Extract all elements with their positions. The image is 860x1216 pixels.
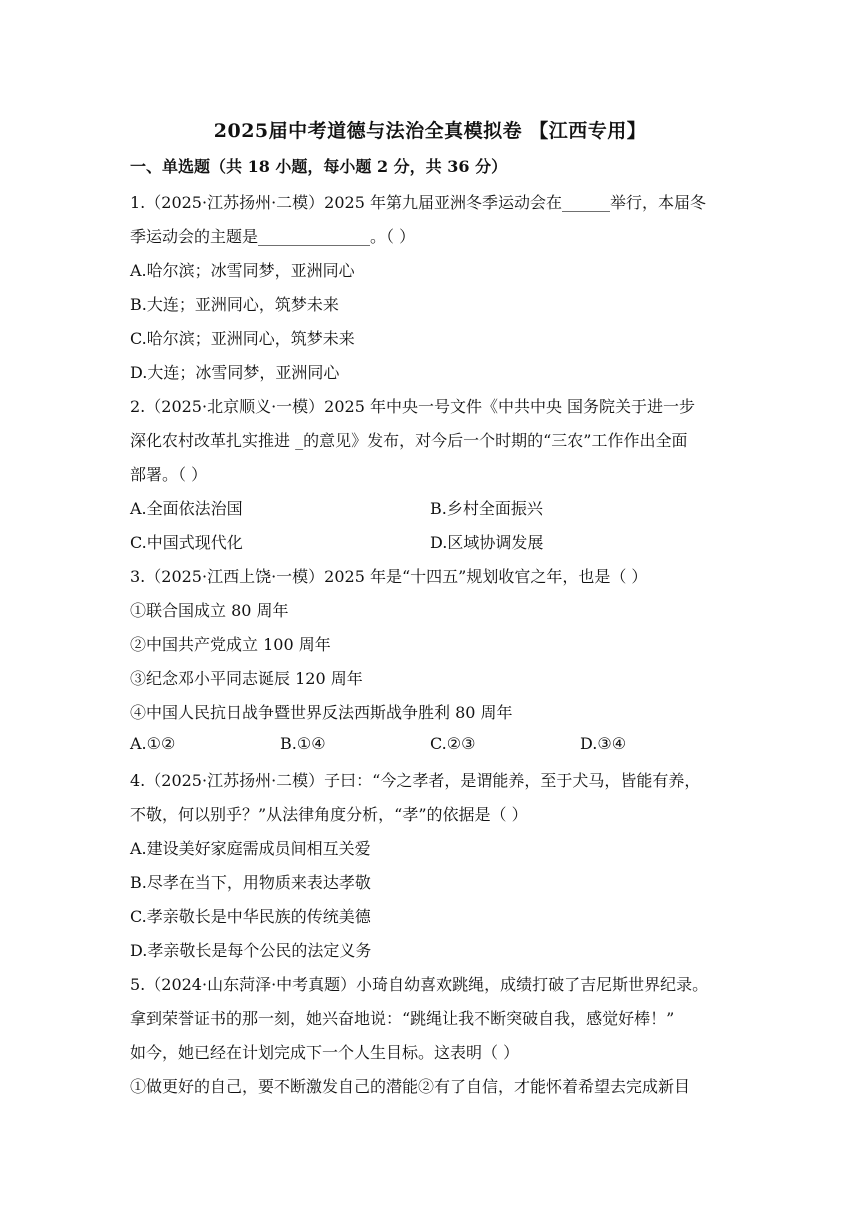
q2-stem-line1: 2.（2025·北京顺义·一模）2025 年中央一号文件《中共中央 国务院关于进一步 xyxy=(130,397,696,416)
q2-option-d: D.区域协调发展 xyxy=(430,533,544,552)
exam-title: 2025届中考道德与法治全真模拟卷 【江西专用】 xyxy=(213,120,647,142)
q1-stem-line2: 季运动会的主题是______________。（ ） xyxy=(130,227,416,246)
q1-option-c: C.哈尔滨；亚洲同心，筑梦未来 xyxy=(130,329,355,348)
q3-item-4: ④中国人民抗日战争暨世界反法西斯战争胜利 80 周年 xyxy=(130,703,513,722)
q3-item-2: ②中国共产党成立 100 周年 xyxy=(130,635,331,654)
q3-item-3: ③纪念邓小平同志诞辰 120 周年 xyxy=(130,669,363,688)
q4-option-a: A.建设美好家庭需成员间相互关爱 xyxy=(130,839,371,858)
q3-stem: 3.（2025·江西上饶·一模）2025 年是“十四五”规划收官之年，也是（ ） xyxy=(130,567,648,586)
q3-option-d: D.③④ xyxy=(580,734,627,753)
q3-option-b: B.①④ xyxy=(280,734,326,753)
q2-option-b: B.乡村全面振兴 xyxy=(430,499,543,518)
q4-option-c: C.孝亲敬长是中华民族的传统美德 xyxy=(130,907,371,926)
q1-stem-line1: 1.（2025·江苏扬州·二模）2025 年第九届亚洲冬季运动会在______举行，本届冬 xyxy=(130,193,706,212)
q1-option-b: B.大连；亚洲同心，筑梦未来 xyxy=(130,295,339,314)
q4-option-d: D.孝亲敬长是每个公民的法定义务 xyxy=(130,941,372,960)
section-heading: 一、单选题（共 18 小题，每小题 2 分，共 36 分） xyxy=(130,157,508,176)
q2-stem-line3: 部署。（ ） xyxy=(130,465,208,484)
q4-option-b: B.尽孝在当下，用物质来表达孝敬 xyxy=(130,873,371,892)
q1-option-a: A.哈尔滨；冰雪同梦，亚洲同心 xyxy=(130,261,355,280)
q2-stem-line2: 深化农村改革扎实推进 _的意见》发布，对今后一个时期的“三农”工作作出全面 xyxy=(130,431,688,450)
q3-item-1: ①联合国成立 80 周年 xyxy=(130,601,289,620)
q3-option-a: A.①② xyxy=(130,734,176,753)
q2-option-a: A.全面依法治国 xyxy=(130,499,243,518)
q4-stem-line1: 4.（2025·江苏扬州·二模）子曰：“今之孝者，是谓能养，至于犬马，皆能有养， xyxy=(130,771,701,790)
q4-stem-line2: 不敬，何以别乎？”从法律角度分析，“孝”的依据是（ ） xyxy=(130,805,528,824)
q5-stem-line4: ①做更好的自己，要不断激发自己的潜能②有了自信，才能怀着希望去完成新目 xyxy=(130,1077,691,1096)
q5-stem-line2: 拿到荣誉证书的那一刻，她兴奋地说：“跳绳让我不断突破自我，感觉好棒！” xyxy=(130,1009,675,1028)
q3-option-c: C.②③ xyxy=(430,734,476,753)
q5-stem-line1: 5.（2024·山东菏泽·中考真题）小琦自幼喜欢跳绳，成绩打破了吉尼斯世界纪录。 xyxy=(130,975,709,994)
q2-option-c: C.中国式现代化 xyxy=(130,533,243,552)
q1-option-d: D.大连；冰雪同梦，亚洲同心 xyxy=(130,363,340,382)
q5-stem-line3: 如今，她已经在计划完成下一个人生目标。这表明（ ） xyxy=(130,1043,520,1062)
